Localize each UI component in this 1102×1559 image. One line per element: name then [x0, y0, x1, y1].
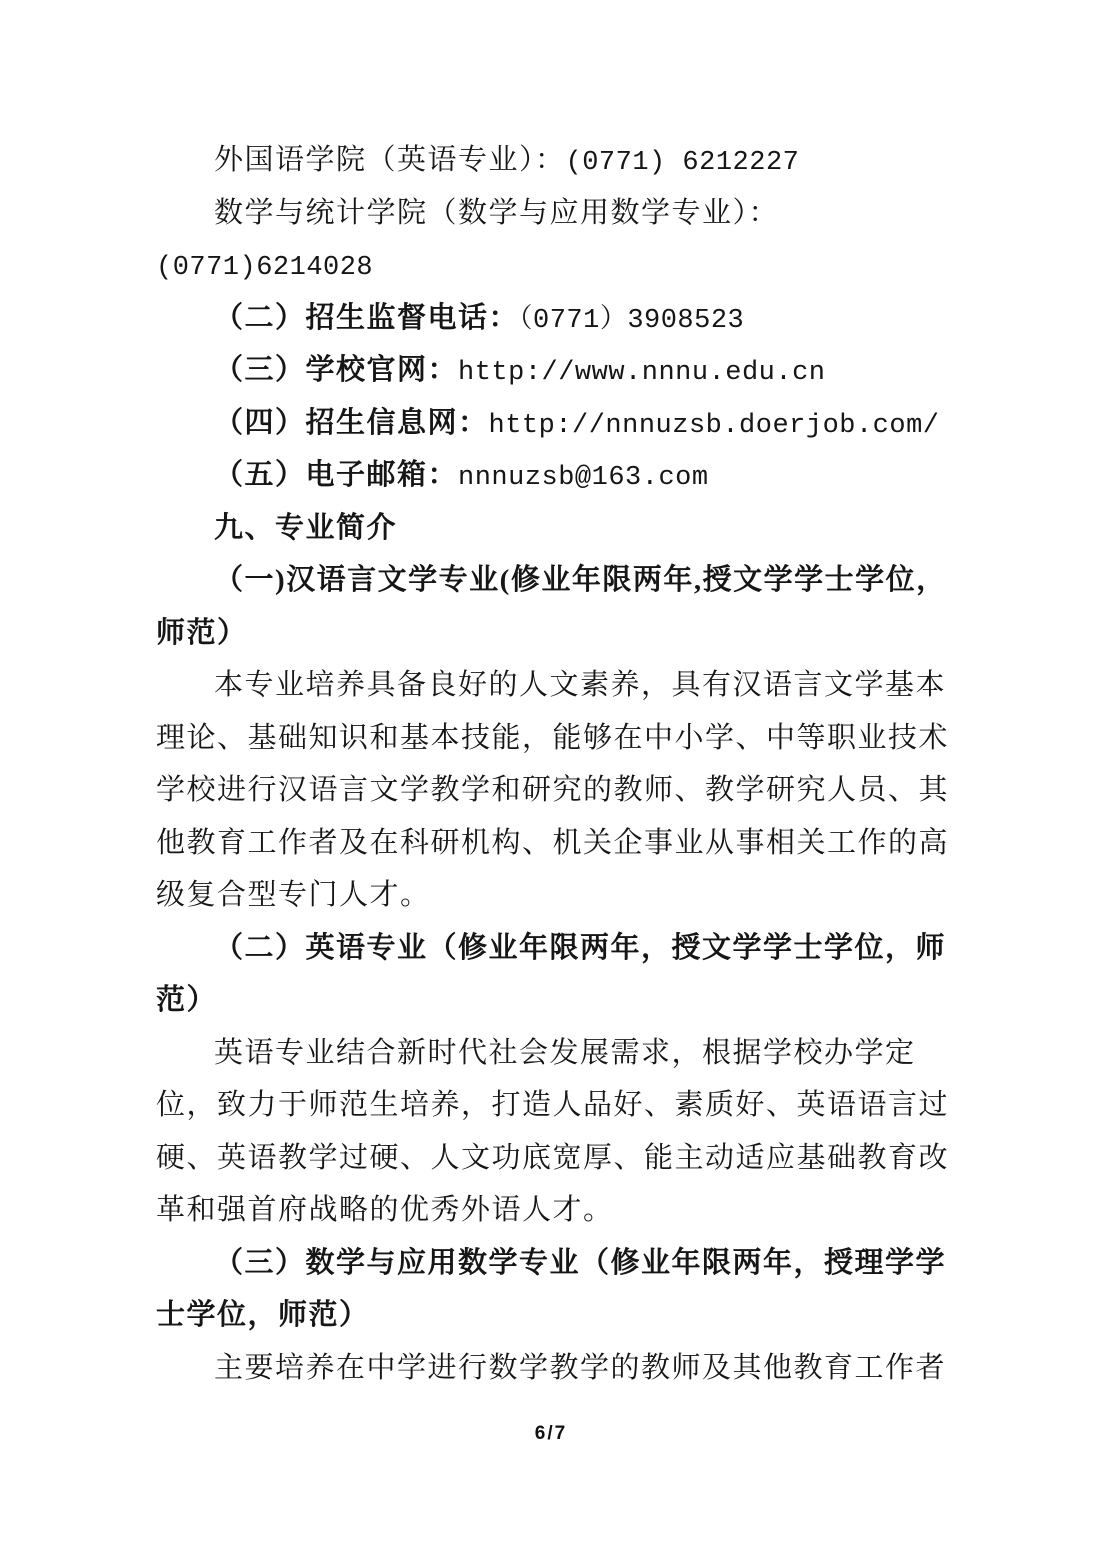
cjk-text-segment: （三）数学与应用数学专业（修业年限两年，授理学学 — [214, 1246, 947, 1279]
text-line — [156, 292, 952, 345]
text-line — [156, 1289, 952, 1342]
cjk-text-segment: 数学与统计学院（数学与应用数学专业）： — [214, 196, 780, 229]
cjk-text-segment: （一)汉语言文学专业(修业年限两年,授文学学士学位， — [214, 564, 947, 596]
text-line — [156, 397, 952, 450]
text-line — [156, 659, 952, 712]
text-line — [156, 554, 952, 607]
cjk-text-segment: 他教育工作者及在科研机构、机关企事业从事相关工作的高 — [156, 826, 950, 859]
cjk-text-segment: （四）招生信息网： — [214, 406, 489, 439]
text-line — [156, 1342, 952, 1395]
cjk-text-segment: （二）英语专业（修业年限两年，授文学学士学位，师 — [214, 931, 947, 964]
text-line — [156, 1079, 952, 1132]
cjk-text-segment: 士学位，师范） — [156, 1299, 370, 1331]
page-number-indicator: 6/7 — [534, 1423, 568, 1444]
text-line — [156, 817, 952, 870]
cjk-text-segment: 英语专业结合新时代社会发展需求，根据学校办学定 — [214, 1036, 916, 1069]
text-line — [156, 764, 952, 817]
text-line — [156, 974, 952, 1027]
cjk-text-segment: 范） — [156, 984, 218, 1016]
cjk-text-segment: （三）学校官网： — [214, 354, 459, 386]
cjk-text-segment: （二）招生监督电话： — [214, 301, 520, 334]
cjk-text-segment: 本专业培养具备良好的人文素养，具有汉语言文学基本 — [214, 669, 947, 701]
text-line — [156, 607, 952, 660]
text-line — [156, 1237, 952, 1290]
text-line — [156, 1132, 952, 1185]
text-line — [156, 922, 952, 975]
cjk-text-segment: 位，致力于师范生培养，打造人品好、素质好、英语语言过 — [156, 1089, 950, 1121]
cjk-text-segment: 革和强首府战略的优秀外语人才。 — [156, 1194, 614, 1226]
cjk-text-segment: 九、专业简介 — [214, 511, 398, 544]
latin-text-segment: (0771) 6212227 — [565, 148, 800, 178]
text-line — [156, 712, 952, 765]
text-line — [156, 449, 952, 502]
latin-text-segment: （0771）3908523 — [519, 305, 745, 336]
latin-text-segment: nnnuzsb@163.com — [458, 463, 709, 493]
latin-text-segment: (0771)6214028 — [156, 253, 374, 283]
text-line — [156, 134, 952, 187]
cjk-text-segment: （五）电子邮箱： — [214, 459, 459, 491]
cjk-text-segment: 师范） — [156, 616, 248, 649]
latin-text-segment: http://nnnuzsb.doerjob.com/ — [488, 410, 940, 441]
cjk-text-segment: 理论、基础知识和基本技能，能够在中小学、中等职业技术 — [156, 721, 950, 754]
text-line — [156, 1027, 952, 1080]
text-line — [156, 869, 952, 922]
text-line — [156, 239, 952, 292]
cjk-text-segment: 学校进行汉语言文学教学和研究的教师、教学研究人员、其 — [156, 774, 950, 806]
cjk-text-segment: 硬、英语教学过硬、人文功底宽厚、能主动适应基础教育改 — [156, 1141, 950, 1174]
text-line — [156, 187, 952, 240]
text-line — [156, 502, 952, 555]
latin-text-segment: http://www.nnnu.edu.cn — [458, 358, 826, 388]
document-body — [156, 134, 952, 1394]
cjk-text-segment: 主要培养在中学进行数学教学的教师及其他教育工作者 — [214, 1351, 947, 1384]
text-line — [156, 344, 952, 397]
text-line — [156, 1184, 952, 1237]
cjk-text-segment: 外国语学院（英语专业）： — [214, 144, 566, 176]
cjk-text-segment: 级复合型专门人才。 — [156, 879, 431, 911]
